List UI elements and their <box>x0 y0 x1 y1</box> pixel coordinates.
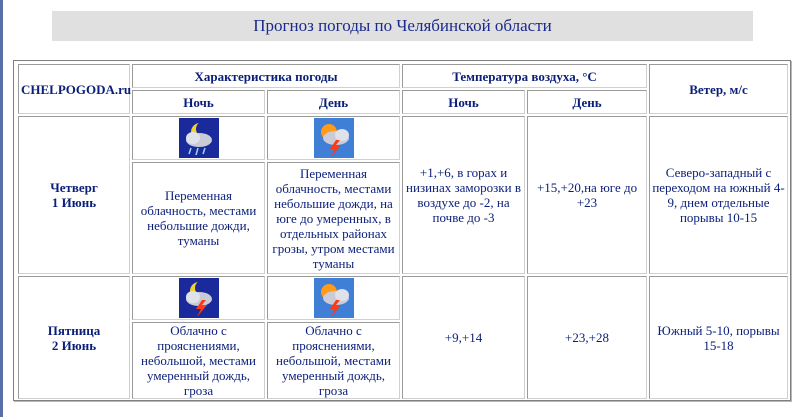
sun-cloud-thunder-icon <box>314 278 354 318</box>
temp-night: +9,+14 <box>402 276 525 399</box>
page-title: Прогноз погоды по Челябинской области <box>52 11 753 41</box>
date: 1 Июнь <box>51 195 97 210</box>
char-night-header: Ночь <box>132 90 265 114</box>
wind: Южный 5-10, порывы 15-18 <box>649 276 788 399</box>
day-icon-cell <box>267 276 400 320</box>
site-label: CHELPOGODA.ru <box>18 64 130 114</box>
temp-day: +23,+28 <box>527 276 647 399</box>
date: 2 Июнь <box>51 337 97 353</box>
day-desc: Переменная облачность, местами небольшие дожди, на юге до умеренных, в отдельных районах грозы, утром местами туманы <box>267 162 400 274</box>
night-desc: Переменная облачность, местами небольшие дожди, туманы <box>132 162 265 274</box>
weekday: Четверг <box>50 180 98 195</box>
temp-day: +15,+20,на юге до +23 <box>527 116 647 274</box>
night-icon-cell <box>132 276 265 320</box>
night-icon-cell <box>132 116 265 160</box>
day-icon-cell <box>267 116 400 160</box>
char-day-header: День <box>267 90 400 114</box>
day-desc: Облачно с прояснениями, небольшой, местами умеренный дождь, гроза <box>267 322 400 399</box>
wind-header: Ветер, м/с <box>649 64 788 114</box>
forecast-table <box>16 62 790 401</box>
sun-cloud-thunder-icon <box>314 118 354 158</box>
left-border <box>0 0 3 417</box>
day-cell <box>18 276 130 399</box>
temp-night-header: Ночь <box>402 90 525 114</box>
characteristics-header: Характеристика погоды <box>132 64 400 88</box>
wind: Северо-западный с переходом на южный 4-9, днем отдельные порывы 10-15 <box>649 116 788 274</box>
weekday: Пятница <box>47 322 101 338</box>
cloud-moon-thunder-icon <box>179 278 219 318</box>
night-desc: Облачно с прояснениями, небольшой, местами умеренный дождь, гроза <box>132 322 265 399</box>
temperature-header: Температура воздуха, °C <box>402 64 647 88</box>
day-cell <box>18 116 130 274</box>
temp-night: +1,+6, в горах и низинах заморозки в воздухе до -2, на почве до -3 <box>402 116 525 274</box>
cloud-moon-rain-icon <box>179 118 219 158</box>
temp-day-header: День <box>527 90 647 114</box>
